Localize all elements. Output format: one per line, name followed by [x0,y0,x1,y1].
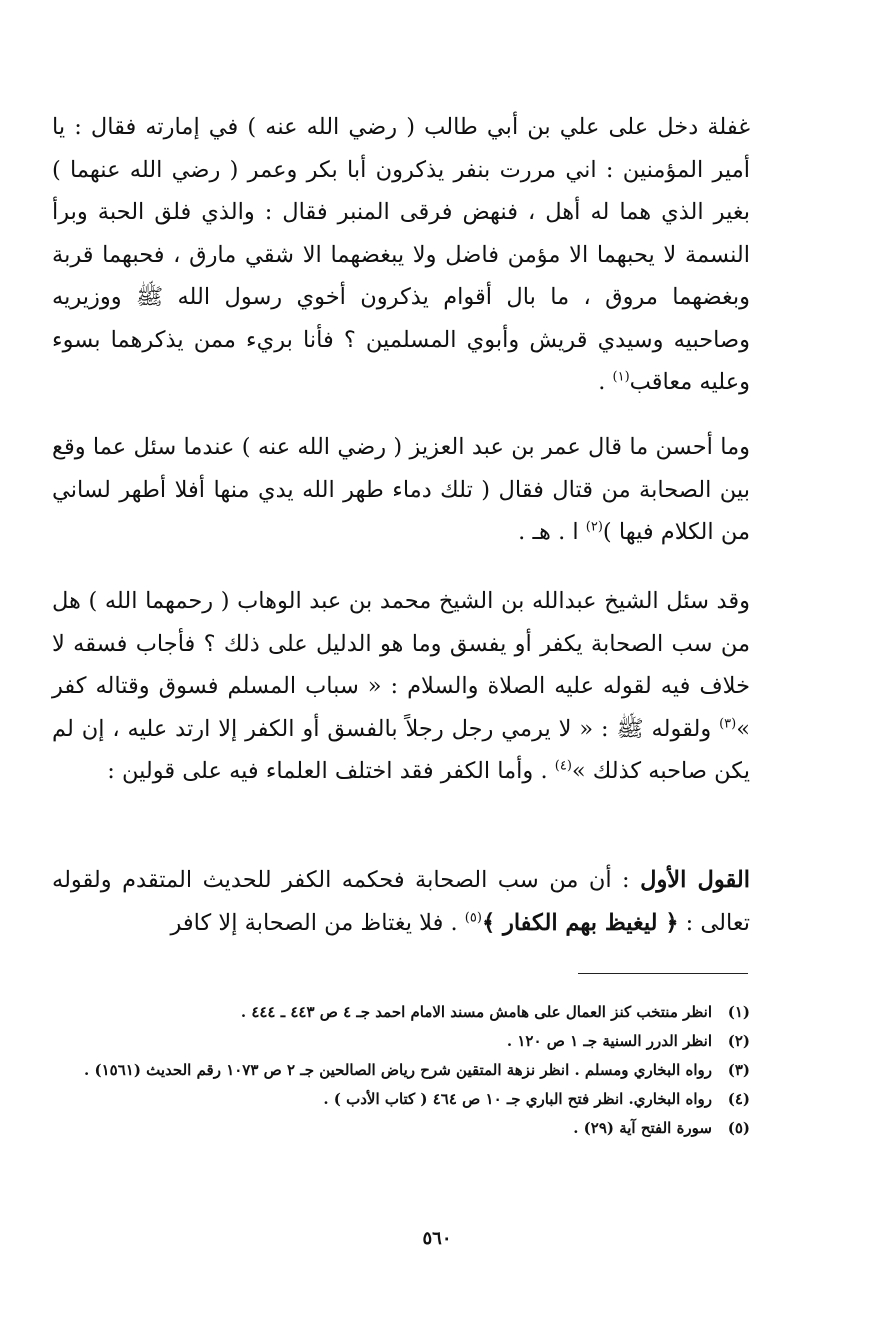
footnote-ref-3: (٣) [719,716,737,731]
footnote-item [52,1027,750,1056]
footnote-text: انظر منتخب كنز العمال على هامش مسند الامام احمد جـ ٤ ص ٤٤٣ ـ ٤٤٤ . [240,1003,712,1021]
footnote-number: (٥) [727,1119,750,1137]
paragraph-ali-narration [52,106,750,404]
footnote-number: (٣) [727,1061,750,1079]
footnote-number: (٤) [727,1090,750,1108]
footnote-ref-2: (٢) [585,519,603,535]
page-number: ٥٦٠ [422,1228,452,1249]
paragraph-text: وما أحسن ما قال عمر بن عبد العزيز ( رضي الله عنه ) عندما سئل عما وقع بين الصحابة من قتال فقال ( تلك دماء طهر الله يدي منها أفلا أطهر لساني من الكلام فيها ) [52,434,750,545]
footnote-separator [578,973,748,974]
footnote-ref-5: (٥) [464,910,482,925]
footnote-item [52,1085,750,1114]
footnote-text: انظر الدرر السنية جـ ١ ص ١٢٠ . [506,1032,712,1050]
paragraph-text: . وأما الكفر فقد اختلف العلماء فيه على قولين : [107,758,555,784]
footnote-ref-4: (٤) [554,758,572,774]
paragraph-first-opinion [52,859,750,944]
footnote-text: رواه البخاري ومسلم . انظر نزهة المتقين شرح رياض الصالحين جـ ٢ ص ١٠٧٣ رقم الحديث (١٥٦١) . [84,1061,712,1079]
paragraph-text: . [598,369,613,395]
footnote-number: (١) [727,1003,750,1021]
paragraph-text: ا . هـ . [518,519,586,545]
footnote-number: (٢) [727,1032,750,1050]
footnote-item [52,1114,750,1143]
paragraph-text: ولقوله ﷺ : « لا يرمي رجل رجلاً بالفسق أو الكفر إلا ارتد عليه ، إن لم يكن صاحبه كذلك » [52,715,750,784]
quran-verse: ﴿ ليغيظ بهم الكفار ﴾ [481,909,679,936]
paragraph-text: : أن من سب الصحابة فحكمه الكفر للحديث المتقدم ولقوله تعالى : [52,867,750,936]
paragraph-text: غفلة دخل على علي بن أبي طالب ( رضي الله عنه ) في إمارته فقال : يا أمير المؤمنين : اني مررت بنفر يذكرون أبا بكر وعمر ( رضي الله عنهما ) بغير الذي هما له أهل ، فنهض فرقى المنبر فقال : والذي فلق الحبة وبرأ النسمة لا يحبهما الا مؤمن فاضل ولا يبغضهما الا شقي مارق ، فحبهما قربة وبغضهما مروق ، ما بال أقوام يذكرون أخوي رسول الله ﷺ ووزيريه وصاحبيه وسيدي قريش وأبوي المسلمين ؟ فأنا بريء ممن يذكرهما بسوء وعليه معاقب [52,114,750,395]
footnote-item [52,998,750,1027]
footnote-text: سورة الفتح آية (٢٩) . [573,1119,712,1137]
paragraph-umar-abdulaziz [52,426,750,554]
footnote-ref-1: (١) [612,369,630,385]
footnote-text: رواه البخاري. انظر فتح الباري جـ ١٠ ص ٤٦٤ ( كتاب الأدب ) . [323,1090,712,1108]
footnote-item [52,1056,750,1085]
paragraph-sheikh-fatwa [52,580,750,793]
opinion-heading: القول الأول [640,867,750,893]
footnotes [52,998,750,1143]
paragraph-text: وقد سئل الشيخ عبدالله بن الشيخ محمد بن عبد الوهاب ( رحمهما الله ) هل من سب الصحابة يكفر أو يفسق وما هو الدليل على ذلك ؟ فأجاب فسقه لا خلاف فيه لقوله عليه الصلاة والسلام : « سباب المسلم فسوق وقتاله كفر » [52,588,750,742]
paragraph-text: . فلا يغتاظ من الصحابة إلا كافر [170,909,465,936]
